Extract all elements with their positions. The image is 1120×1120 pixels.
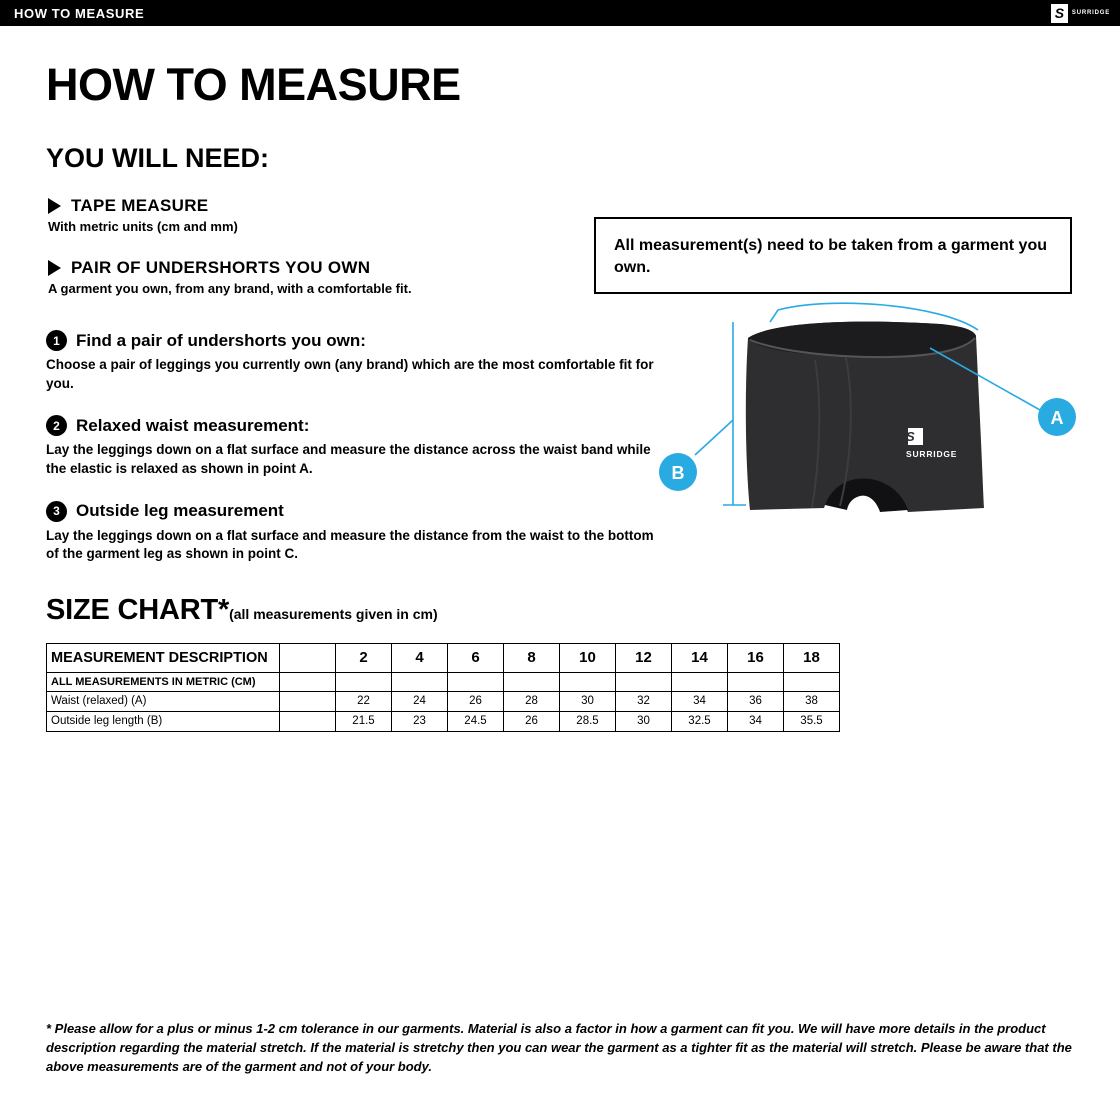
table-header-size: 12 bbox=[616, 643, 672, 672]
table-cell-blank bbox=[672, 672, 728, 691]
top-bar bbox=[0, 0, 1120, 26]
need-item-sub: A garment you own, from any brand, with a comfortable fit. bbox=[48, 281, 412, 296]
step-header bbox=[46, 415, 666, 436]
table-header-row bbox=[47, 643, 840, 672]
table-header-size: 16 bbox=[728, 643, 784, 672]
table-cell-blank bbox=[336, 672, 392, 691]
table-row-label: Outside leg length (B) bbox=[47, 711, 280, 731]
garment-logo-text: SURRIDGE bbox=[906, 449, 958, 459]
size-chart-section bbox=[46, 594, 1074, 732]
step-header bbox=[46, 330, 666, 351]
table-cell-value: 28.5 bbox=[560, 711, 616, 731]
size-chart-title: SIZE CHART* bbox=[46, 593, 230, 626]
table-cell-value: 23 bbox=[392, 711, 448, 731]
table-metric-label: ALL MEASUREMENTS IN METRIC (CM) bbox=[47, 672, 280, 691]
step-title: Find a pair of undershorts you own: bbox=[76, 330, 366, 350]
triangle-bullet-icon bbox=[48, 260, 61, 276]
garment-logo-letter: S bbox=[906, 429, 915, 444]
step-1 bbox=[46, 330, 666, 393]
size-chart-heading bbox=[46, 594, 1074, 627]
table-cell-blank bbox=[448, 672, 504, 691]
table-cell-blank bbox=[280, 691, 336, 711]
table-cell-value: 22 bbox=[336, 691, 392, 711]
table-metric-row bbox=[47, 672, 840, 691]
step-number-badge: 3 bbox=[46, 501, 67, 522]
page-title: HOW TO MEASURE bbox=[46, 59, 461, 110]
callout-b-label: B bbox=[671, 463, 685, 483]
shorts-shape bbox=[746, 322, 984, 512]
table-header-size: 6 bbox=[448, 643, 504, 672]
table-header-size: 2 bbox=[336, 643, 392, 672]
garment-svg bbox=[640, 300, 1090, 590]
triangle-bullet-icon bbox=[48, 198, 61, 214]
table-cell-blank bbox=[280, 711, 336, 731]
table-cell-blank bbox=[560, 672, 616, 691]
callout-box bbox=[594, 217, 1072, 294]
need-item-sub: With metric units (cm and mm) bbox=[48, 219, 238, 234]
you-will-need-heading: YOU WILL NEED: bbox=[46, 143, 270, 173]
table-cell-blank bbox=[784, 672, 840, 691]
table-cell-value: 34 bbox=[672, 691, 728, 711]
need-item-header bbox=[46, 196, 1074, 216]
table-cell-blank bbox=[280, 672, 336, 691]
table-cell-value: 38 bbox=[784, 691, 840, 711]
measurement-line-b bbox=[659, 322, 746, 505]
table-cell-value: 30 bbox=[616, 711, 672, 731]
table-row bbox=[47, 691, 840, 711]
step-header bbox=[46, 501, 666, 522]
step-number-badge: 1 bbox=[46, 330, 67, 351]
footnote: * Please allow for a plus or minus 1-2 cm tolerance in our garments. Material is also a factor in how a garment can fit you. We will have more details in the product description regarding the material stretch. If the material is stretchy then you can wear the garment as a tighter fit as the material will stretch. Please be aware that the above measurements are of the garment and not of your body. bbox=[46, 1021, 1072, 1074]
size-chart-table-body bbox=[47, 643, 840, 731]
brand-logo bbox=[1051, 4, 1110, 23]
table-row bbox=[47, 711, 840, 731]
steps-list bbox=[46, 330, 666, 564]
table-cell-value: 26 bbox=[504, 711, 560, 731]
garment-illustration bbox=[640, 300, 1090, 590]
step-body: Lay the leggings down on a flat surface and measure the distance from the waist to the bottom of the garment leg as shown in point C. bbox=[46, 527, 654, 562]
surridge-logo-icon: S bbox=[1051, 4, 1068, 23]
table-header-size: 8 bbox=[504, 643, 560, 672]
step-title: Outside leg measurement bbox=[76, 501, 284, 520]
step-body: Lay the leggings down on a flat surface and measure the distance across the waist band while the elastic is relaxed as shown in point A. bbox=[46, 442, 651, 476]
table-row-label: Waist (relaxed) (A) bbox=[47, 691, 280, 711]
table-cell-value: 24 bbox=[392, 691, 448, 711]
table-header-size: 14 bbox=[672, 643, 728, 672]
step-2 bbox=[46, 415, 666, 478]
callout-text: All measurement(s) need to be taken from a garment you own. bbox=[614, 237, 1047, 276]
leader-line-b bbox=[695, 420, 733, 455]
step-body: Choose a pair of leggings you currently own (any brand) which are the most comfortable fit for you. bbox=[46, 357, 654, 391]
step-title: Relaxed waist measurement: bbox=[76, 415, 310, 435]
table-header-size: 18 bbox=[784, 643, 840, 672]
table-cell-blank bbox=[504, 672, 560, 691]
size-chart-note: (all measurements given in cm) bbox=[229, 605, 438, 622]
size-chart-table bbox=[46, 643, 840, 732]
table-cell-value: 26 bbox=[448, 691, 504, 711]
table-cell-value: 30 bbox=[560, 691, 616, 711]
table-header-blank bbox=[280, 643, 336, 672]
callout-a-label: A bbox=[1050, 408, 1064, 428]
table-cell-blank bbox=[616, 672, 672, 691]
table-cell-value: 28 bbox=[504, 691, 560, 711]
table-cell-value: 32 bbox=[616, 691, 672, 711]
step-number-badge: 2 bbox=[46, 415, 67, 436]
table-cell-value: 36 bbox=[728, 691, 784, 711]
step-3 bbox=[46, 501, 666, 564]
brand-name-label: SURRIDGE bbox=[1071, 10, 1110, 16]
top-bar-title: HOW TO MEASURE bbox=[14, 5, 145, 21]
table-cell-value: 21.5 bbox=[336, 711, 392, 731]
need-item-label: PAIR OF UNDERSHORTS YOU OWN bbox=[71, 258, 371, 277]
table-header-size: 4 bbox=[392, 643, 448, 672]
table-cell-blank bbox=[728, 672, 784, 691]
waist-tick-left bbox=[770, 310, 778, 322]
table-cell-value: 24.5 bbox=[448, 711, 504, 731]
table-cell-value: 35.5 bbox=[784, 711, 840, 731]
table-header-size: 10 bbox=[560, 643, 616, 672]
need-item-label: TAPE MEASURE bbox=[71, 196, 209, 215]
table-header-description: MEASUREMENT DESCRIPTION bbox=[47, 643, 280, 672]
table-cell-blank bbox=[392, 672, 448, 691]
table-cell-value: 32.5 bbox=[672, 711, 728, 731]
table-cell-value: 34 bbox=[728, 711, 784, 731]
